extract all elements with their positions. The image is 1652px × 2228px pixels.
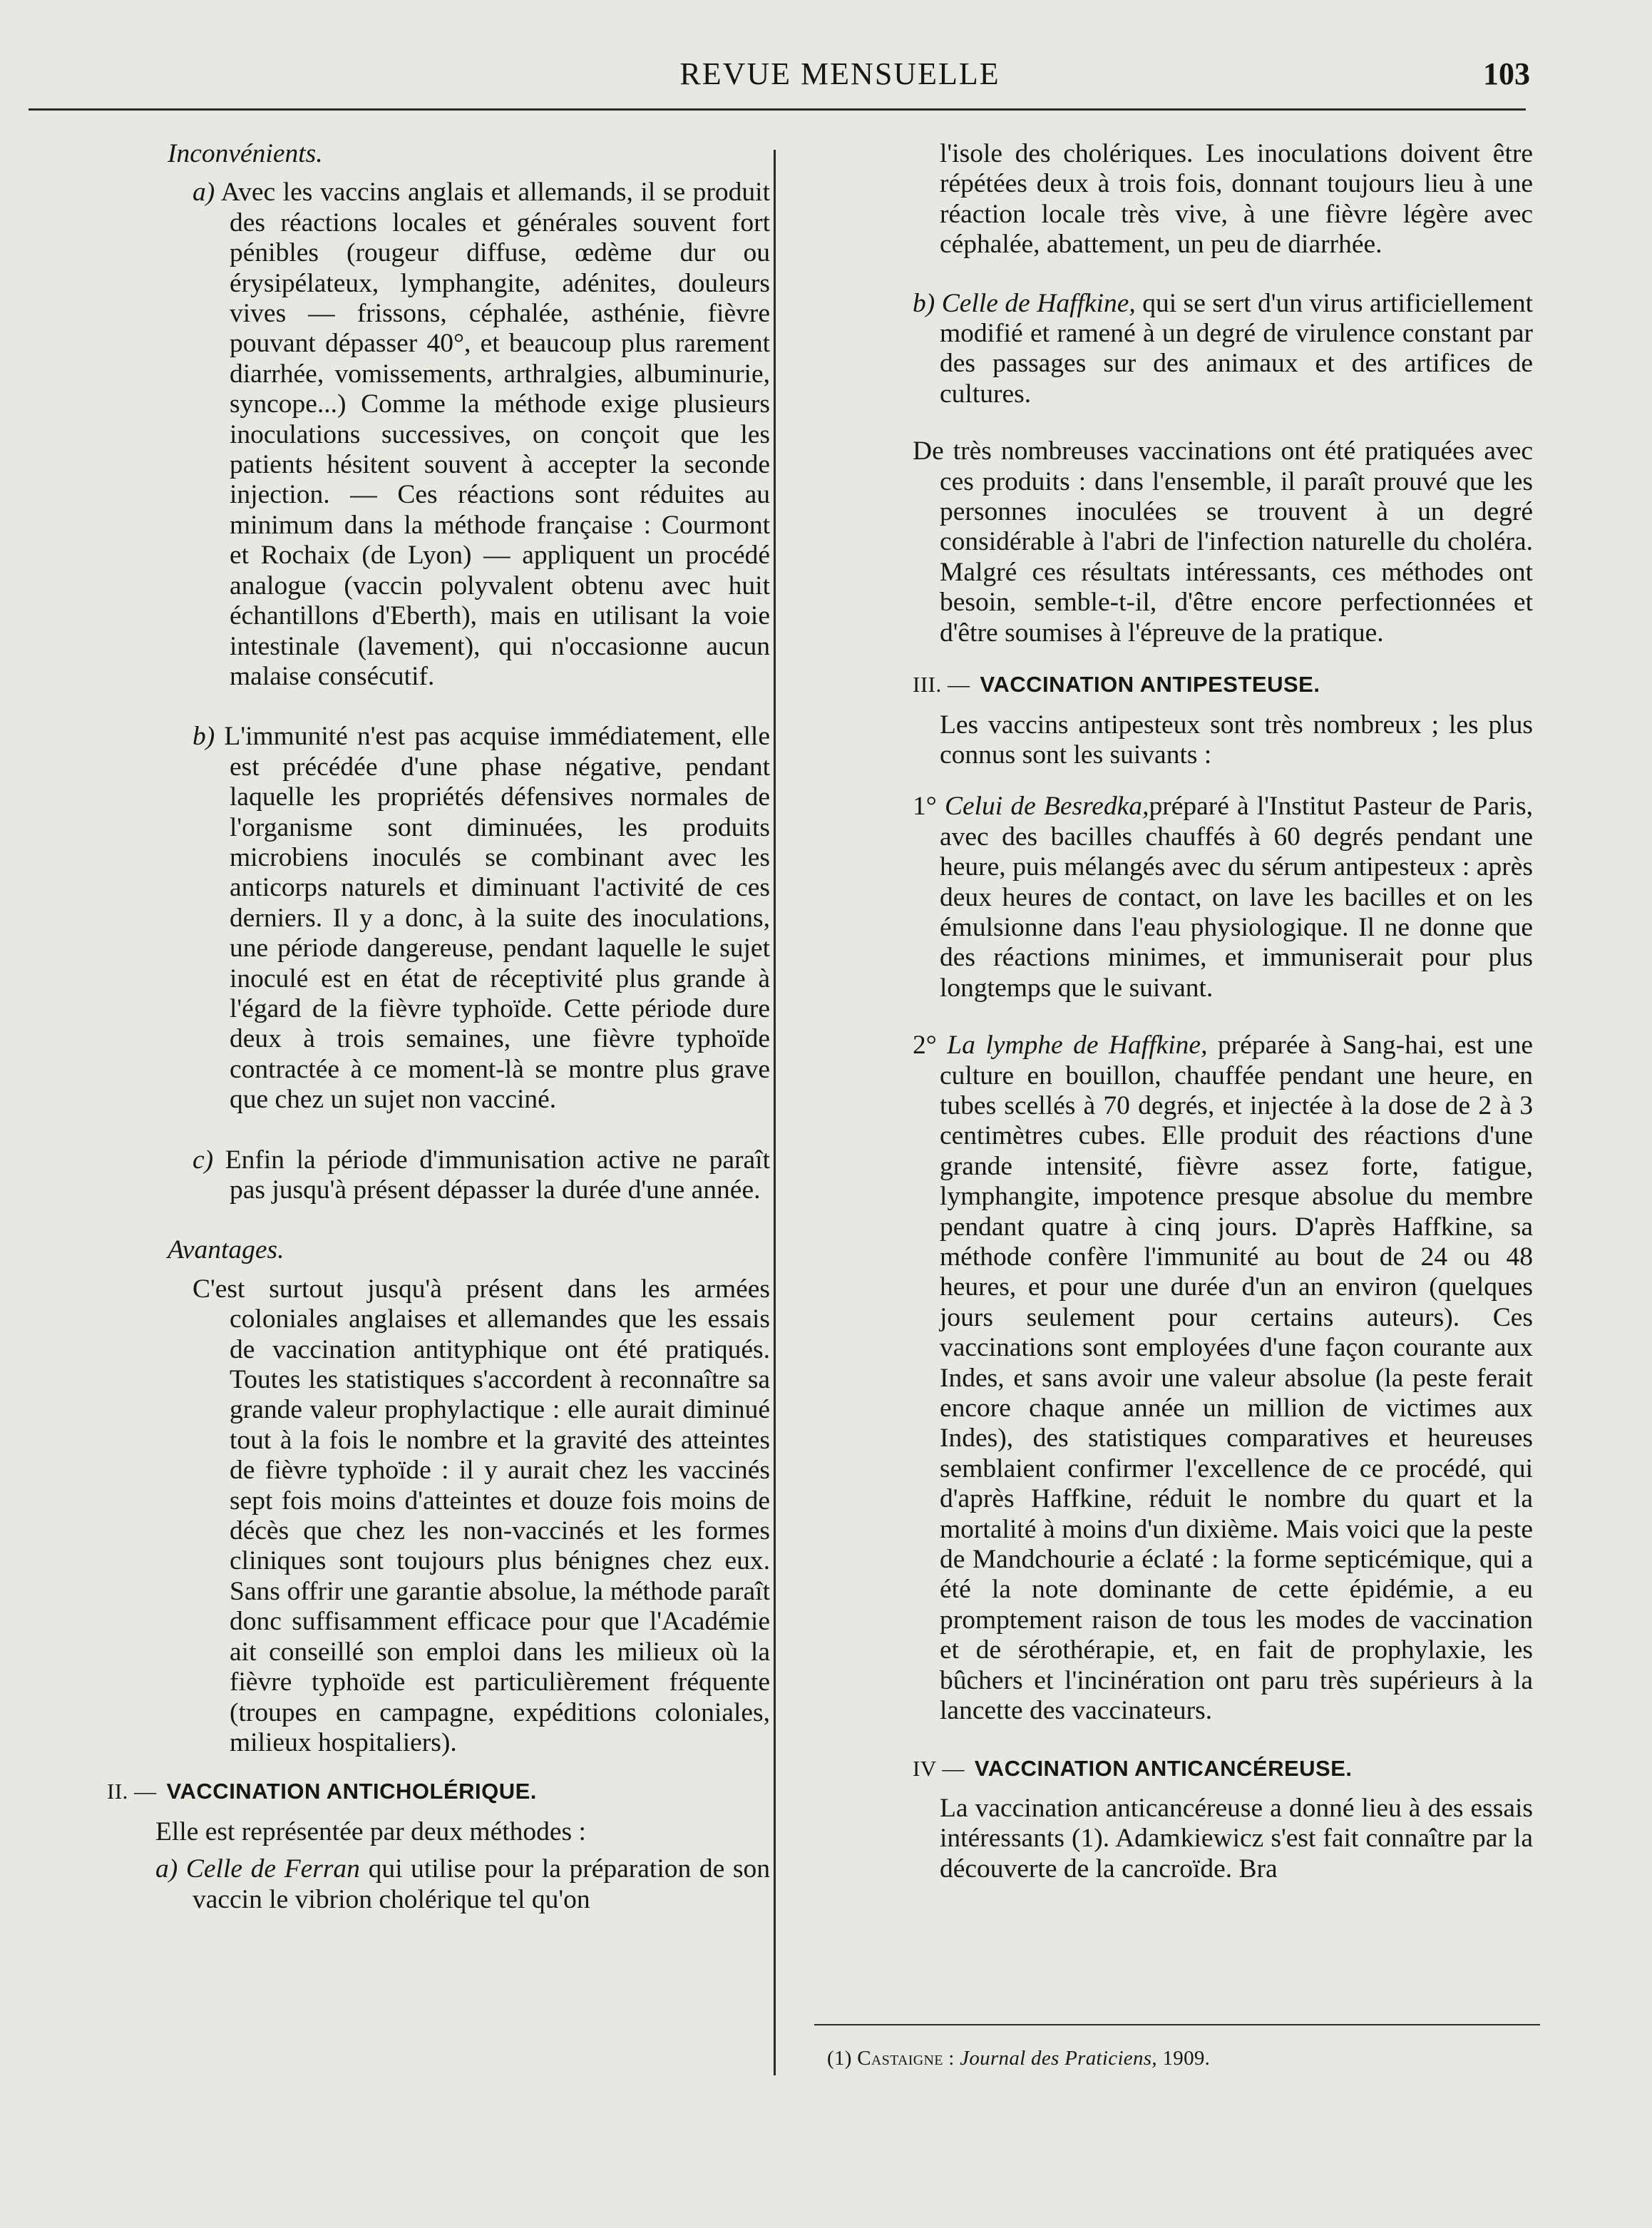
section-heading-4 xyxy=(913,1754,1533,1784)
section-heading-2 xyxy=(107,1777,770,1807)
item-label: 2° xyxy=(913,1031,937,1061)
footnote-marker: (1) xyxy=(827,2047,852,2070)
section2-item-b xyxy=(913,289,1533,410)
section4-paragraph: La vaccination anticancéreuse a donné lieu à des essais intéressants (1). Adamkiewicz s'est fait connaître par la découverte de la cancroïde. Bra xyxy=(940,1793,1533,1884)
section-title: VACCINATION ANTICANCÉREUSE. xyxy=(974,1755,1353,1781)
item-text: préparé à l'Institut Pasteur de Paris, avec des bacilles chauffés à 60 degrés pendant une heure, puis mélangés avec du sérum antipesteux : après deux heures de contact, on lave les bacilles et on les émulsionne dans l'eau physiologique. Il ne donne que des réactions minimes, et immuniserait pour plus longtemps que le suivant. xyxy=(940,792,1533,1003)
item-text: Avec les vaccins anglais et allemands, il se produit des réactions locales et générales souvent fort pénibles (rougeur diffuse, œdème dur ou érysipélateux, lymphangite, adénites, douleurs vives — frissons, céphalée, asthénie, fièvre pouvant dépasser 40°, et beaucoup plus rarement diarrhée, vomissements, arthralgies, albuminurie, syncope...) Comme la méthode exige plusieurs inoculations successives, on conçoit que les patients hésitent souvent à accepter la seconde injection. — Ces réactions sont réduites au minimum dans la méthode française : Courmont et Rochaix (de Lyon) — appliquent un procédé analogue (vaccin polyvalent obtenu avec huit échantillons d'Eberth), mais en utilisant la voie intestinale (lavement), qui n'occasionne aucun malaise consécutif. xyxy=(220,178,771,691)
footnote xyxy=(827,2047,1210,2070)
page-number: 103 xyxy=(1483,56,1530,91)
item-italic: Celui de Besredka, xyxy=(944,792,1149,822)
section-title: VACCINATION ANTICHOLÉRIQUE. xyxy=(166,1779,537,1804)
cholera-continuation: l'isole des cholériques. Les inoculations doivent être répétées deux à trois fois, donnant toujours lieu à une réaction locale très vive, à une fièvre légère avec céphalée, abattement, un peu de diarrhée. xyxy=(940,139,1533,260)
item-label: 1° xyxy=(913,792,937,822)
inconvenient-c xyxy=(107,1145,770,1206)
footnote-journal: Journal des Praticiens, xyxy=(960,2047,1157,2070)
avantages-heading: Avantages. xyxy=(168,1235,284,1265)
avantages-paragraph: C'est surtout jusqu'à présent dans les armées coloniales anglaises et allemandes que les essais de vaccination antityphique ont été pratiqués. Toutes les statistiques s'accordent à reconnaître sa grande valeur prophylactique : elle aurait diminué tout à la fois le nombre et la gravité des atteintes de fièvre typhoïde : il y aurait chez les vaccinés sept fois moins d'atteintes et douze fois moins de décès que chez les non-vaccinés et les formes cliniques sont toujours plus bénignes chez eux. Sans offrir une garantie absolue, la méthode paraît donc suffisamment efficace pour que l'Académie ait conseillé son emploi dans les milieux où la fièvre typhoïde est particulièrement fréquente (troupes en campagne, expéditions coloniales, milieux hospitaliers). xyxy=(193,1274,770,1757)
cholera-results-paragraph: De très nombreuses vaccinations ont été pratiquées avec ces produits : dans l'ensemble, il paraît prouvé que les personnes inoculées se trouvent à un degré considérable à l'abri de l'infection naturelle du choléra. Malgré ces résultats intéressants, ces méthodes ont besoin, semble-t-il, d'être encore perfectionnées et d'être soumises à l'épreuve de la pratique. xyxy=(913,436,1533,648)
item-text: L'immunité n'est pas acquise immédiatement, elle est précédée d'une phase négative, pendant laquelle les propriétés défensives normales de l'organisme sont diminuées, les produits microbiens inoculés se combinant avec les anticorps naturels et diminuant l'activité de ces derniers. Il y a donc, à la suite des inoculations, une période dangereuse, pendant laquelle le sujet inoculé est en état de réceptivité plus grande à l'égard de la fièvre typhoïde. Cette période dure deux à trois semaines, une fièvre typhoïde contractée à ce moment-là se montre plus grave que chez un sujet non vacciné. xyxy=(224,722,770,1115)
item-italic: Celle de Ferran xyxy=(185,1854,360,1884)
item-label: a) xyxy=(155,1854,178,1884)
item-label: a) xyxy=(193,178,215,208)
section-heading-3 xyxy=(913,670,1533,700)
right-column xyxy=(913,139,1533,1906)
item-italic: La lymphe de Haffkine, xyxy=(947,1031,1208,1061)
item-label: b) xyxy=(913,288,935,318)
page-header xyxy=(107,56,1530,98)
item-text: qui utilise pour la préparation de son vaccin le vibrion cholérique tel qu'on xyxy=(193,1854,771,1914)
item-italic: Celle de Haffkine, xyxy=(941,288,1136,318)
section3-intro: Les vaccins antipesteux sont très nombreux ; les plus connus sont les suivants : xyxy=(940,710,1533,770)
item-text: qui se sert d'un virus artificiellement modifié et ramené à un degré de virulence constant par des passages sur des animaux et des artifices de cultures. xyxy=(940,288,1533,409)
item-label: c) xyxy=(193,1145,214,1175)
inconvenient-a xyxy=(107,178,770,692)
left-column xyxy=(107,139,770,1945)
running-title: REVUE MENSUELLE xyxy=(679,56,1000,91)
section2-intro: Elle est représentée par deux méthodes : xyxy=(155,1816,586,1846)
section-number: III. — xyxy=(913,672,970,697)
footnote-author: Castaigne : xyxy=(857,2047,955,2070)
column-divider xyxy=(774,150,776,2075)
section2-item-a xyxy=(107,1854,770,1915)
header-rule xyxy=(29,108,1526,111)
inconvenient-b xyxy=(107,722,770,1115)
section3-item-2 xyxy=(913,1031,1533,1726)
section-number: IV — xyxy=(913,1755,965,1781)
item-text: préparée à Sang-hai, est une culture en bouillon, chauffée pendant une heure, en tubes scellés à 70 degrés, et injectée à la dose de 2 à 3 centimètres cubes. Elle produit des réactions d'une grande intensité, fièvre assez forte, fatigue, lymphangite, impotence presque absolue du membre pendant quatre à cinq jours. D'après Haffkine, sa méthode confère l'immunité au bout de 24 ou 48 heures, et pour une durée d'un an environ (quelques jours seulement pour certains auteurs). Ces vaccinations sont employées d'une façon courante aux Indes, et sans avoir une valeur absolue (la peste ferait encore chaque année un million de victimes aux Indes), des statistiques comparatives et heureuses semblaient confirmer l'excellence de ce procédé, qui d'après Haffkine, réduit le nombre du quart et la mortalité à moins d'un dixième. Mais voici que la peste de Mandchourie a éclaté : la forme septicémique, qui a été la note dominante de cette épidémie, a eu promptement raison de tous les modes de vaccination et de sérothérapie, et, en fait de prophylaxie, les bûchers et l'incinération ont paru très supérieurs à la lancette des vaccinateurs. xyxy=(940,1031,1534,1726)
item-text: Enfin la période d'immunisation active ne paraît pas jusqu'à présent dépasser la durée d'une année. xyxy=(225,1145,771,1205)
footnote-year: 1909. xyxy=(1162,2047,1211,2070)
section-title: VACCINATION ANTIPESTEUSE. xyxy=(980,672,1320,697)
item-label: b) xyxy=(193,722,215,752)
section-number: II. — xyxy=(107,1779,157,1804)
inconvenients-heading: Inconvénients. xyxy=(168,139,323,168)
footnote-rule xyxy=(814,2024,1540,2025)
section3-item-1 xyxy=(913,792,1533,1003)
